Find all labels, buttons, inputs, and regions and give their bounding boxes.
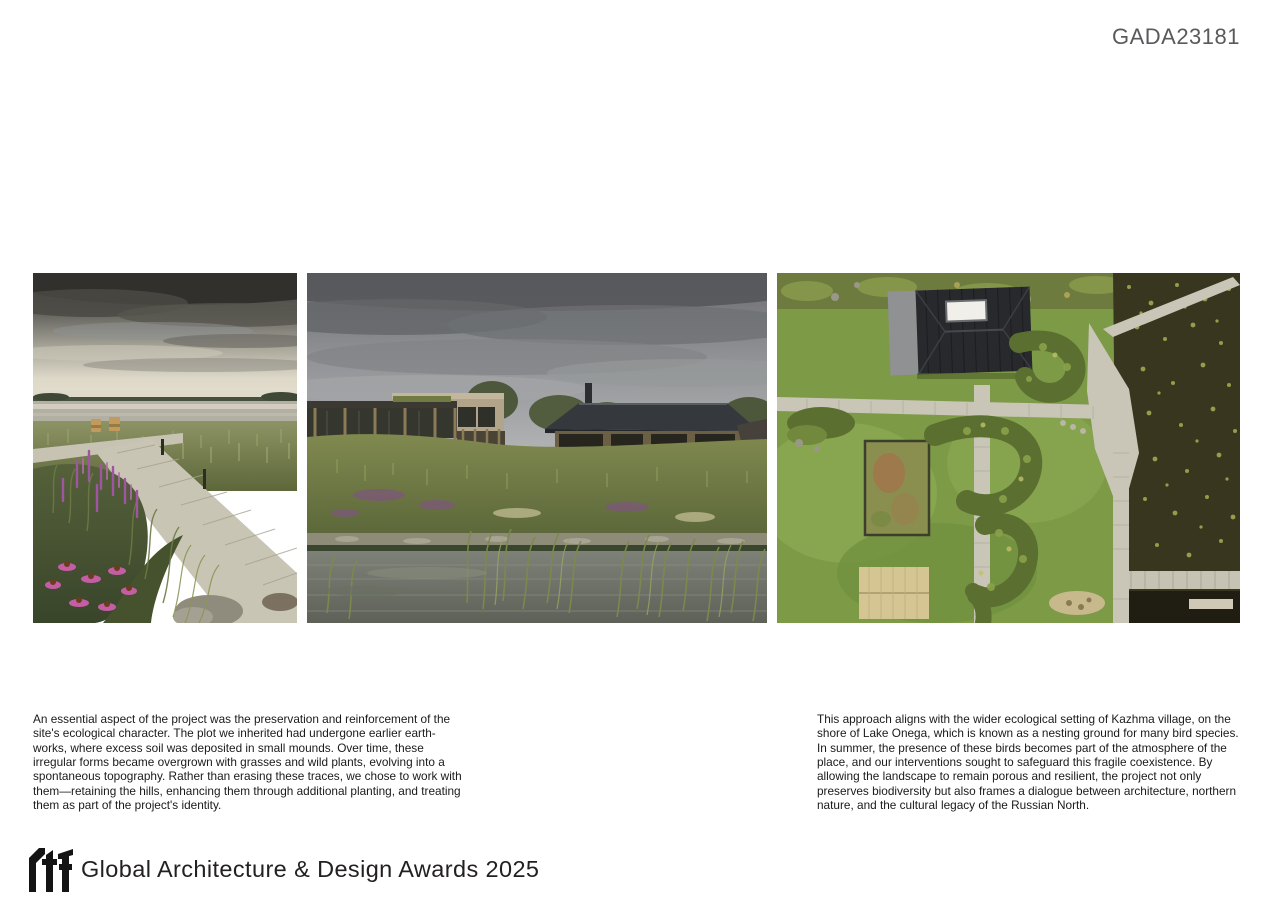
photo-aerial-site [777, 273, 1240, 623]
paragraph-right: This approach aligns with the wider ecological setting of Kazhma village, on the shore of Lake Onega, which is known as a nesting ground for many bird species. In summer, the presence of these birds becomes part of the atmosphere of the place, and our interventions sought to safeguard this fragile coexistence. By allowing the landscape to remain porous and resilient, the project not only preserves biodiversity but also frames a dialogue between architecture, northern nature, and the cultural legacy of the Russian North. [817, 712, 1239, 813]
photo-row [33, 273, 1240, 623]
rtf-logo-icon [27, 845, 73, 893]
submission-code: GADA23181 [1111, 24, 1240, 49]
paragraph-left: An essential aspect of the project was the preservation and reinforcement of the site's ecological character. The plot we inherited had undergone earlier earth-works, where excess soil was deposited in small mounds. Over time, these irregular forms became overgrown with grasses and wild plants, evolving into a spontaneous topography. Rather than erasing these traces, we chose to work with them—retaining the hills, enhancing them through additional planting, and treating them as part of the project's identity. [33, 712, 462, 813]
photo-wetland-boardwalk [33, 273, 297, 623]
aerial-photo-illustration [777, 273, 1240, 623]
award-title: Global Architecture & Design Awards 2025 [81, 855, 540, 882]
wetland-photo-illustration [33, 273, 297, 623]
houses-photo-illustration [307, 273, 767, 623]
photo-houses-shore [307, 273, 767, 623]
footer [27, 845, 539, 893]
